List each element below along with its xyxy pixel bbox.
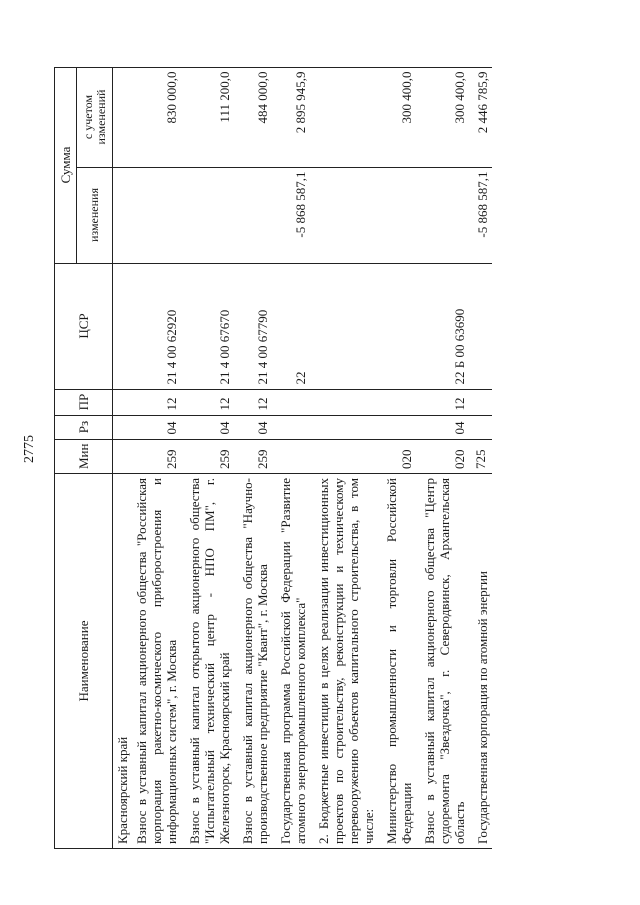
row-rz: 04 bbox=[132, 415, 185, 439]
row-name: 2. Бюджетные инвестиции в целях реализации инвестиционных проектов по строительству, реконструкции и техническому перевооружению объектов капитального строительства, в том числе: bbox=[314, 474, 382, 849]
table-row bbox=[473, 67, 492, 848]
row-rz: 04 bbox=[238, 415, 276, 439]
table-row bbox=[314, 67, 382, 848]
table-header bbox=[55, 67, 113, 848]
table-row bbox=[420, 67, 473, 848]
row-total: 2 446 785,9 bbox=[473, 67, 492, 167]
row-changes: -5 868 587,1 bbox=[473, 167, 492, 263]
row-min: 259 bbox=[238, 439, 276, 473]
header-pr: ПР bbox=[55, 389, 113, 415]
table-row bbox=[113, 67, 133, 848]
row-rz bbox=[276, 415, 314, 439]
row-min: 020 bbox=[382, 439, 420, 473]
row-pr: 12 bbox=[238, 389, 276, 415]
row-name: Взнос в уставный капитал акционерного общества "Российская корпорация ракетно-космического приборостроения и информационных систем", г. Москва bbox=[132, 474, 185, 849]
row-min bbox=[276, 439, 314, 473]
row-min: 020 bbox=[420, 439, 473, 473]
row-rz: 04 bbox=[420, 415, 473, 439]
row-pr: 12 bbox=[420, 389, 473, 415]
table-row bbox=[276, 67, 314, 848]
row-csr: 21 4 00 62920 bbox=[132, 263, 185, 389]
row-changes bbox=[132, 167, 185, 263]
row-rz: 04 bbox=[185, 415, 238, 439]
row-csr: 22 bbox=[276, 263, 314, 389]
row-pr bbox=[276, 389, 314, 415]
row-min: 259 bbox=[185, 439, 238, 473]
row-name: Взнос в уставный капитал акционерного общества "Центр судоремонта "Звездочка", г. Северодвинск, Архангельская область bbox=[420, 474, 473, 849]
row-total: 300 400,0 bbox=[382, 67, 420, 167]
header-csr: ЦСР bbox=[55, 263, 113, 389]
row-csr: 21 4 00 67670 bbox=[185, 263, 238, 389]
row-name: Взнос в уставный капитал открытого акционерного общества "Испытательный технический центр - НПО ПМ", г. Железногорск, Красноярский край bbox=[185, 474, 238, 849]
row-total: 830 000,0 bbox=[132, 67, 185, 167]
row-name: Министерство промышленности и торговли Российской Федерации bbox=[382, 474, 420, 849]
row-changes: -5 868 587,1 bbox=[276, 167, 314, 263]
table-row bbox=[238, 67, 276, 848]
row-pr: 12 bbox=[132, 389, 185, 415]
page-number: 2775 bbox=[22, 435, 37, 463]
table-row bbox=[132, 67, 185, 848]
row-csr: 21 4 00 67790 bbox=[238, 263, 276, 389]
row-csr: 22 Б 00 63690 bbox=[420, 263, 473, 389]
row-name: Красноярский край bbox=[113, 474, 133, 849]
row-name: Государственная программа Российской Федерации "Развитие атомного энергопромышленного комплекса" bbox=[276, 474, 314, 849]
header-with-changes: с учетом изменений bbox=[77, 67, 113, 167]
table-row bbox=[185, 67, 238, 848]
row-total: 300 400,0 bbox=[420, 67, 473, 167]
row-min: 259 bbox=[132, 439, 185, 473]
row-total: 484 000,0 bbox=[238, 67, 276, 167]
header-changes: изменения bbox=[77, 167, 113, 263]
row-changes bbox=[420, 167, 473, 263]
row-name: Взнос в уставный капитал акционерного общества "Научно-производственное предприятие "Квант", г. Москва bbox=[238, 474, 276, 849]
row-name: Государственная корпорация по атомной энергии bbox=[473, 474, 492, 849]
row-pr: 12 bbox=[185, 389, 238, 415]
table-row bbox=[382, 67, 420, 848]
header-min: Мин bbox=[55, 439, 113, 473]
row-min: 725 bbox=[473, 439, 492, 473]
row-total: 2 895 945,9 bbox=[276, 67, 314, 167]
header-sum: Сумма bbox=[55, 67, 77, 263]
row-changes bbox=[238, 167, 276, 263]
header-rz: Рз bbox=[55, 415, 113, 439]
row-changes bbox=[185, 167, 238, 263]
budget-table bbox=[54, 67, 492, 849]
row-total: 111 200,0 bbox=[185, 67, 238, 167]
header-name: Наименование bbox=[55, 474, 113, 849]
